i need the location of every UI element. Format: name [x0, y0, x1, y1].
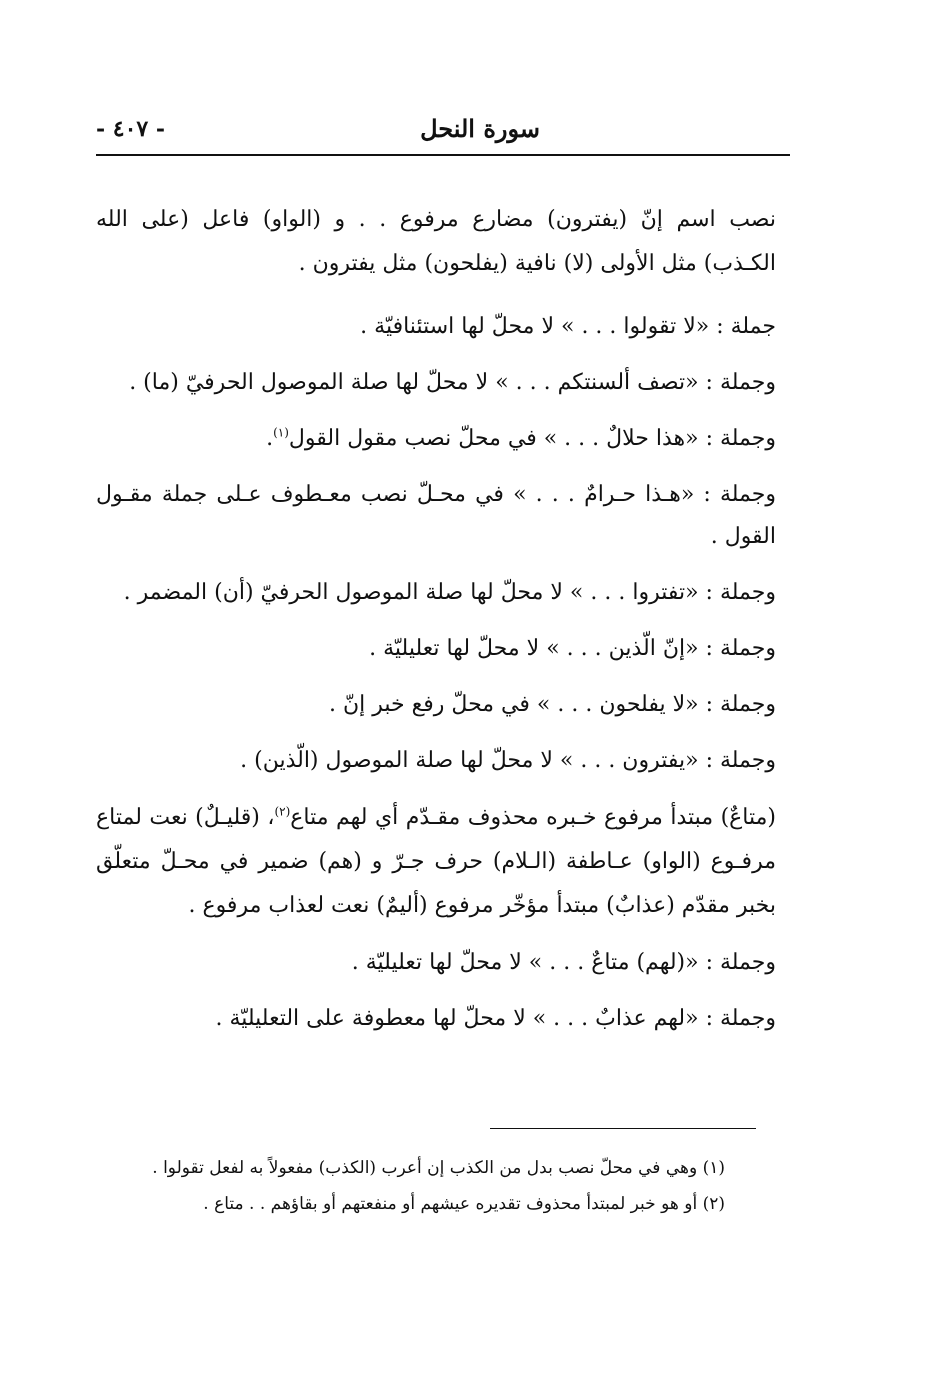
sentence-7: وجملة : «لا يفلحون . . . » في محلّ رفع خبر إنّ .: [328, 692, 776, 717]
header-divider: [96, 154, 790, 156]
main-text: [96, 198, 776, 1048]
sentence-10: وجملة : «لهم عذابٌ . . . » لا محلّ لها معطوفة على التعليليّة .: [215, 1006, 776, 1031]
footnote-ref-2: (٢): [274, 804, 291, 819]
footnote-divider: [490, 1128, 756, 1129]
surah-title: سورة النحل: [420, 114, 540, 143]
sentence-3-text: وجملة : «هذا حلالٌ . . . » في محلّ نصب مقول القول: [288, 426, 776, 451]
footnotes: [130, 1150, 725, 1222]
footnote-2: (٢) أو هو خبر لمبتدأ محذوف تقديره عيشهم أو منفعتهم أو بقاؤهم . . متاع .: [203, 1194, 725, 1214]
sentence-1: جملة : «لا تقولوا . . . » لا محلّ لها استئنافيّة .: [360, 314, 776, 339]
sentence-5: وجملة : «تفتروا . . . » لا محلّ لها صلة الموصول الحرفيّ (أن) المضمر .: [123, 580, 776, 605]
sentence-6: وجملة : «إنّ الّذين . . . » لا محلّ لها تعليليّة .: [369, 636, 776, 661]
paragraph-2-part-b: ، (قليـلٌ) نعت لمتاع مرفـوع (الواو) عـاطفة (الـلام) حرف جـرّ و (هم) ضمير في محـلّ متعلّق بخبر مقدّم (عذابٌ) مبتدأ مؤخّر مرفوع (أليمٌ) نعت لعذاب مرفوع .: [96, 805, 776, 918]
paragraph-1: نصب اسم إنّ (يفترون) مضارع مرفوع . . و (الواو) فاعل (على الله الكـذب) مثل الأولى (لا) نافية (يفلحون) مثل يفترون .: [96, 207, 776, 276]
page-header: [96, 108, 790, 154]
page-number: - ٤٠٧ -: [96, 116, 166, 142]
sentence-3: وجملة : «هذا حلالٌ . . . » في محلّ نصب مقول القول$^{(١)}$.: [266, 425, 776, 451]
sentence-2: وجملة : «تصف ألسنتكم . . . » لا محلّ لها صلة الموصول الحرفيّ (ما) .: [129, 370, 776, 395]
sentence-8: وجملة : «يفترون . . . » لا محلّ لها صلة الموصول (الّذين) .: [240, 748, 776, 773]
footnote-ref-1: (١): [273, 425, 289, 440]
sentence-4: وجملة : «هـذا حـرامٌ . . . » في محـلّ نصب معـطوف عـلى جملة مقـول القول .: [96, 482, 776, 549]
paragraph-2: [96, 796, 776, 928]
footnote-1: (١) وهي في محلّ نصب بدل من الكذب إن أعرب (الكذب) مفعولاً به لفعل تقولوا .: [152, 1158, 725, 1178]
paragraph-2-part-a: (متاعٌ) مبتدأ مرفوع خـبره محذوف مقـدّم أي لهم متاع: [290, 805, 776, 830]
sentence-9: وجملة : «(لهم) متاعٌ . . . » لا محلّ لها تعليليّة .: [351, 950, 776, 975]
